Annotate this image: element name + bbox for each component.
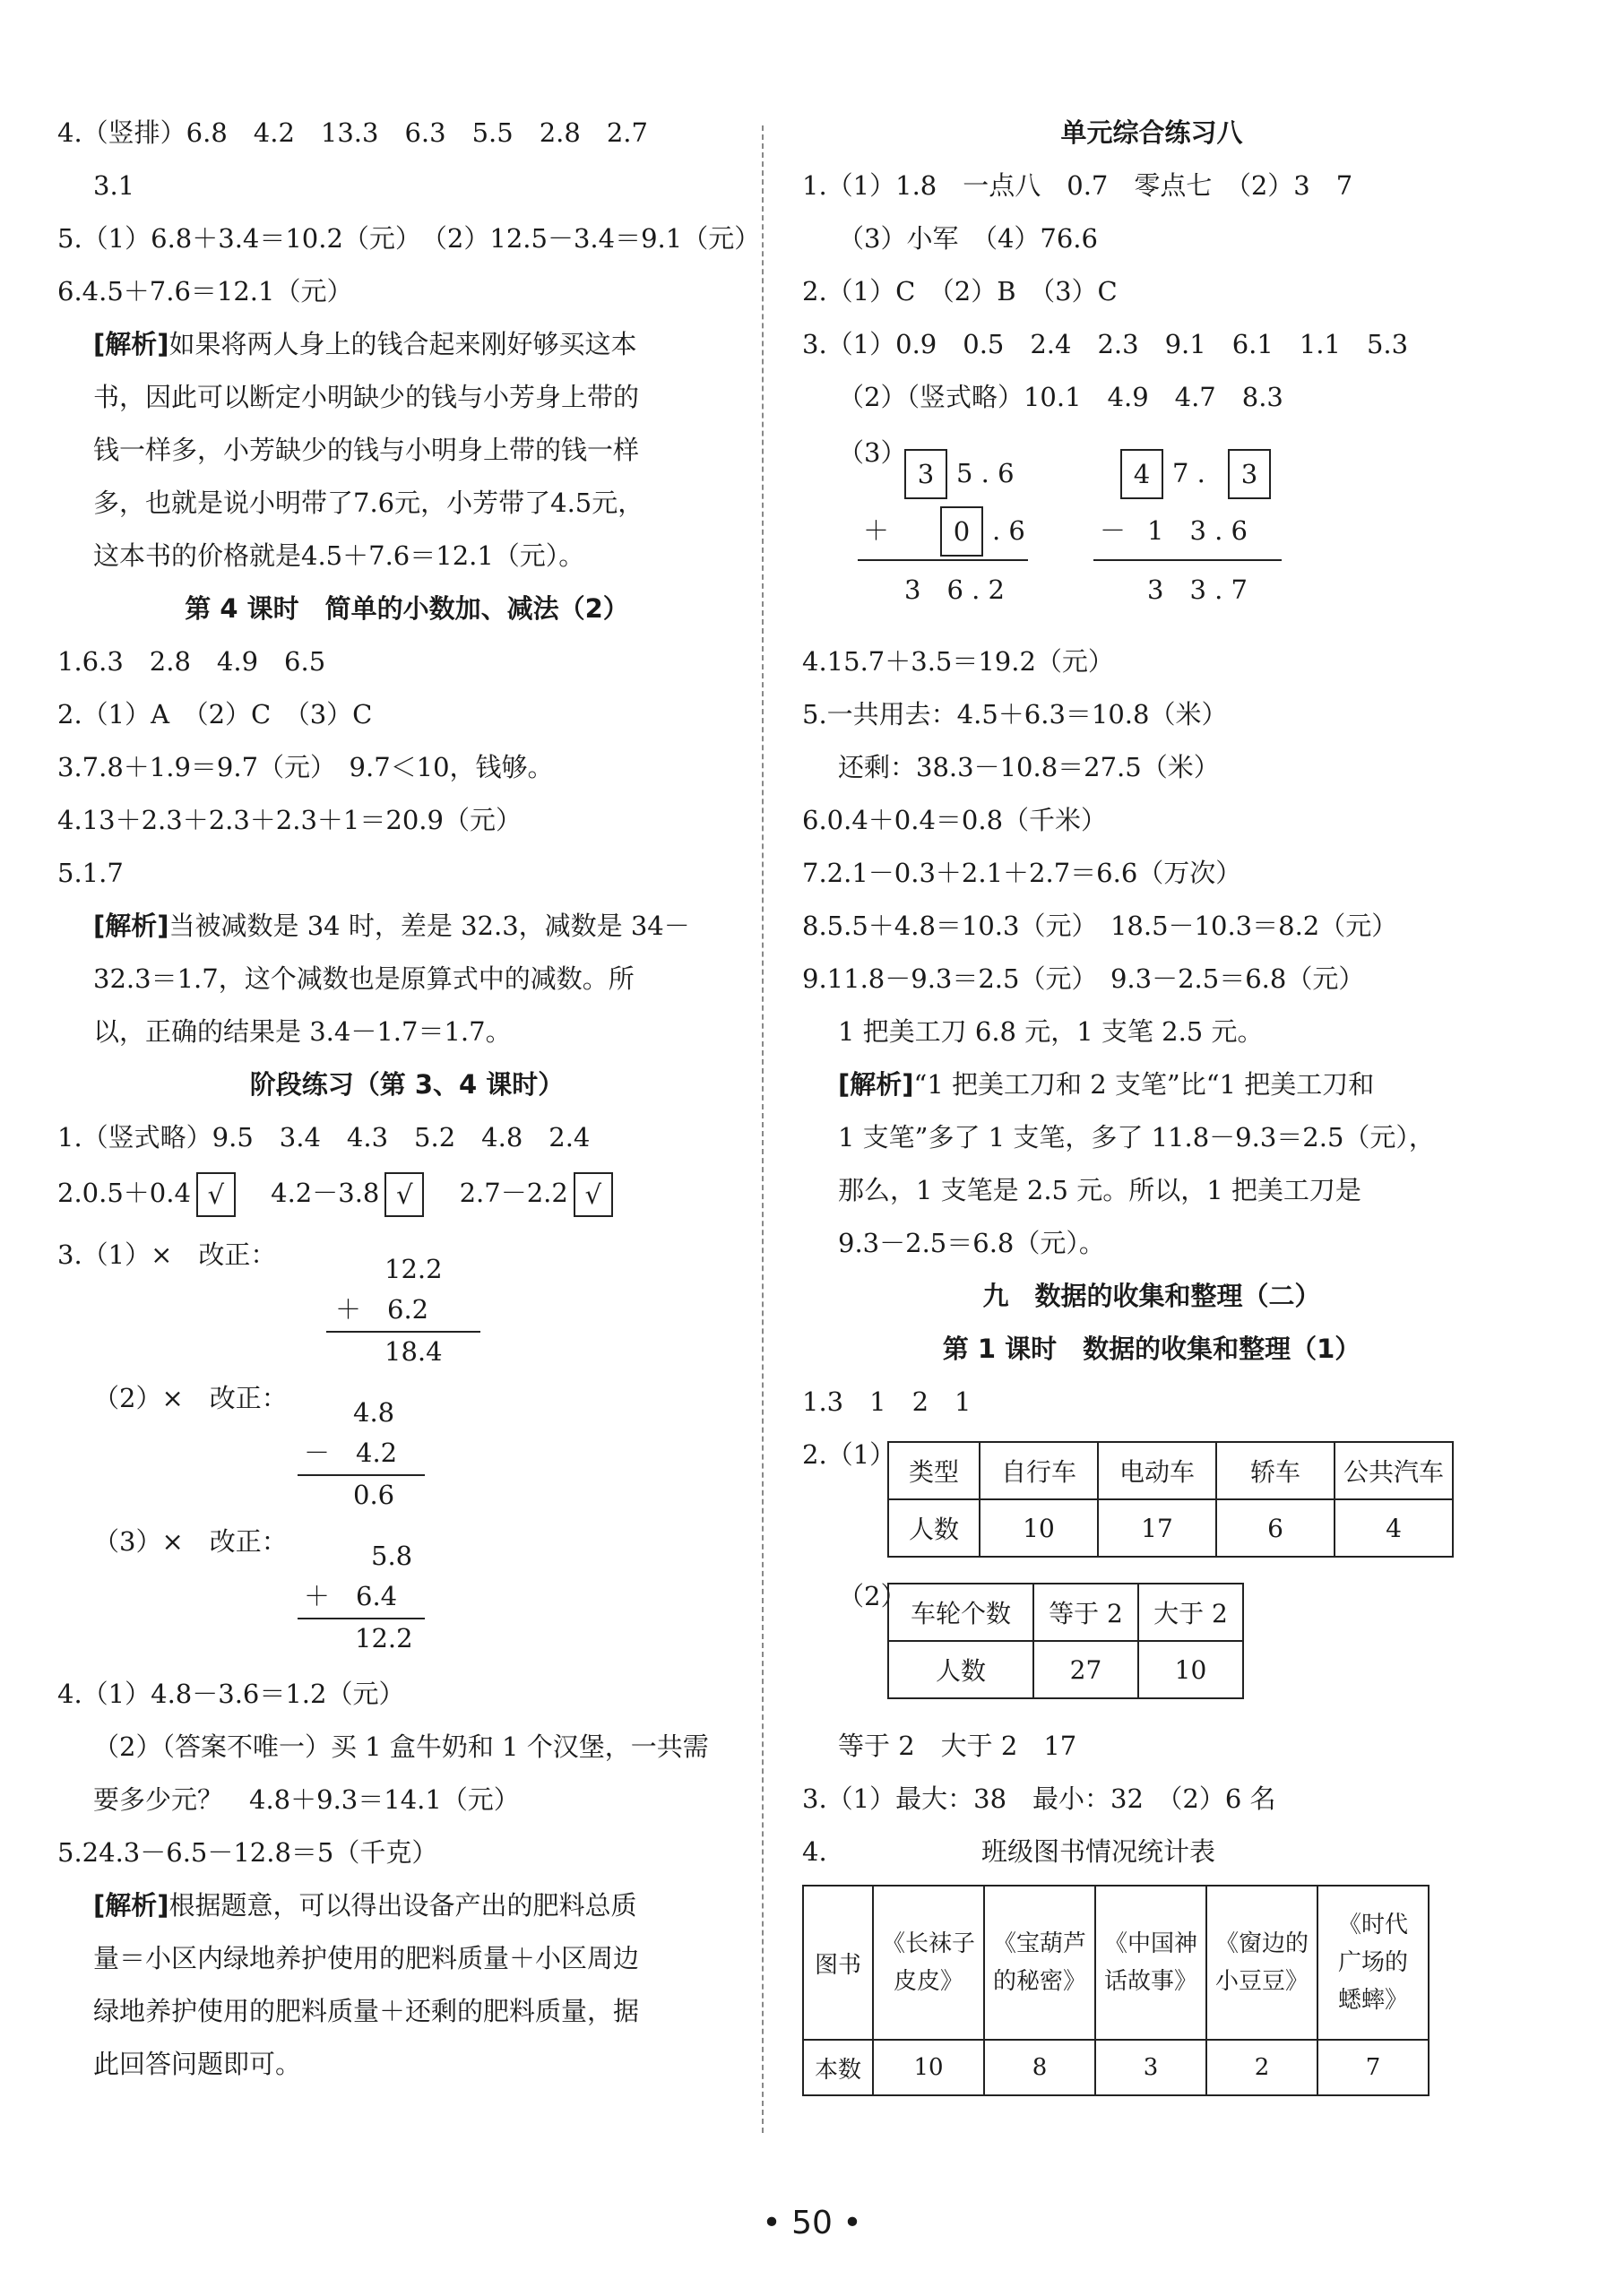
vertical-calc-result: 12.2 bbox=[355, 1623, 413, 1653]
check-box: √ bbox=[384, 1172, 424, 1217]
analysis-line: 1 支笔”多了 1 支笔，多了 11.8－9.3＝2.5（元）， bbox=[838, 1122, 1435, 1153]
answer-line: 6.4.5＋7.6＝12.1（元） bbox=[57, 276, 353, 307]
wheel-table bbox=[887, 1583, 1244, 1699]
answer-line: 9.11.8－9.3＝2.5（元） 9.3－2.5＝6.8（元） bbox=[802, 963, 1365, 994]
table-header-cell: 自行车 bbox=[980, 1442, 1098, 1499]
answer-line: 还剩：38.3－10.8＝27.5（米） bbox=[838, 752, 1220, 782]
vertical-calc-operand: 7 . bbox=[1172, 458, 1205, 488]
table-cell: 人数 bbox=[888, 1641, 1033, 1698]
table-title: 班级图书情况统计表 bbox=[981, 1836, 1216, 1867]
table-cell: 10 bbox=[873, 2040, 984, 2095]
table-header-cell: 轿车 bbox=[1216, 1442, 1335, 1499]
vertical-calc-operand: ＋ 6.2 bbox=[335, 1294, 429, 1325]
table-header-cell: 车轮个数 bbox=[888, 1584, 1033, 1641]
answer-line: 2.0.5＋0.4 √ 4.2－3.8 √ 2.7－2.2 √ bbox=[57, 1172, 618, 1217]
blank-box: 4 bbox=[1120, 449, 1163, 499]
analysis-tag: [解析] bbox=[838, 1069, 914, 1100]
section-heading: 第 1 课时 数据的收集和整理（1） bbox=[942, 1334, 1361, 1364]
answer-line: 3.（1）× 改正： bbox=[57, 1239, 277, 1270]
analysis-line: [解析]根据题意，可以得出设备产出的肥料总质 bbox=[93, 1890, 637, 1921]
answer-line: 5.一共用去：4.5＋6.3＝10.8（米） bbox=[802, 699, 1228, 730]
section-heading: 第 4 课时 简单的小数加、减法（2） bbox=[185, 593, 629, 624]
analysis-line: 多，也就是说小明带了7.6元，小芳带了4.5元， bbox=[93, 488, 644, 518]
analysis-line: 那么，1 支笔是 2.5 元。所以，1 把美工刀是 bbox=[838, 1175, 1361, 1205]
calc-sign: ＋ bbox=[863, 515, 890, 546]
answer-line: （3）小军 （4）76.6 bbox=[838, 223, 1098, 254]
table-cell: 8 bbox=[984, 2040, 1095, 2095]
answer-line: 1 把美工刀 6.8 元，1 支笔 2.5 元。 bbox=[838, 1016, 1264, 1047]
answer-line: 1.3 1 2 1 bbox=[802, 1386, 972, 1417]
answer-line: （2） bbox=[838, 1581, 907, 1611]
calc-rule bbox=[1093, 559, 1282, 561]
check-box: √ bbox=[196, 1172, 236, 1217]
vertical-calc-operand: ＋ 6.4 bbox=[304, 1581, 398, 1611]
analysis-line: 9.3－2.5＝6.8（元）。 bbox=[838, 1228, 1105, 1258]
answer-line: 4.15.7＋3.5＝19.2（元） bbox=[802, 646, 1114, 677]
table-cell: 本数 bbox=[803, 2040, 873, 2095]
answer-line: 4.13＋2.3＋2.3＋2.3＋1＝20.9（元） bbox=[57, 805, 522, 835]
table-header-cell: 《窗边的 小豆豆》 bbox=[1206, 1886, 1317, 2040]
vertical-calc-result: 0.6 bbox=[353, 1480, 395, 1510]
answer-line: 4.（1）4.8－3.6＝1.2（元） bbox=[57, 1679, 405, 1709]
calc-rule bbox=[298, 1474, 425, 1476]
answer-line: 1.（1）1.8 一点八 0.7 零点七 （2）3 7 bbox=[802, 170, 1353, 201]
table-cell: 4 bbox=[1335, 1499, 1453, 1557]
vertical-calc-operand: 12.2 bbox=[384, 1254, 443, 1284]
table-header-cell: 《长袜子 皮皮》 bbox=[873, 1886, 984, 2040]
analysis-line: [解析]“1 把美工刀和 2 支笔”比“1 把美工刀和 bbox=[838, 1069, 1375, 1100]
table-header-cell: 大于 2 bbox=[1138, 1584, 1243, 1641]
analysis-tag: [解析] bbox=[93, 1890, 169, 1921]
analysis-line: 此回答问题即可。 bbox=[93, 2049, 302, 2079]
table-header-cell: 图书 bbox=[803, 1886, 873, 2040]
vertical-calc-result: 3 6 . 2 bbox=[904, 574, 1006, 605]
table-cell: 17 bbox=[1098, 1499, 1216, 1557]
vertical-calc-result: 18.4 bbox=[384, 1336, 443, 1367]
answer-line: （2）（竖式略）10.1 4.9 4.7 8.3 bbox=[838, 382, 1283, 412]
answer-line: 7.2.1－0.3＋2.1＋2.7＝6.6（万次） bbox=[802, 858, 1242, 888]
blank-box: 3 bbox=[904, 449, 947, 499]
vertical-calc-operand: 5 . 6 bbox=[956, 458, 1015, 488]
answer-line: 2.（1）C （2）B （3）C bbox=[802, 276, 1118, 307]
page-number: • 50 • bbox=[762, 2205, 862, 2241]
table-header-cell: 类型 bbox=[888, 1442, 980, 1499]
vertical-calc-operand: 1 3 . 6 bbox=[1147, 515, 1248, 546]
analysis-line: 32.3＝1.7，这个减数也是原算式中的减数。所 bbox=[93, 963, 635, 994]
check-box: √ bbox=[574, 1172, 613, 1217]
calc-rule bbox=[298, 1618, 425, 1619]
table-header-cell: 《中国神 话故事》 bbox=[1095, 1886, 1206, 2040]
table-cell: 7 bbox=[1317, 2040, 1429, 2095]
table-header-cell: 《时代 广场的 蟋蟀》 bbox=[1317, 1886, 1429, 2040]
answer-line: 5.1.7 bbox=[57, 858, 124, 888]
vertical-calc-operand: 4.8 bbox=[353, 1397, 395, 1428]
answer-line: 2.（1）A （2）C （3）C bbox=[57, 699, 373, 730]
table-header-cell: 等于 2 bbox=[1033, 1584, 1138, 1641]
analysis-line: 以，正确的结果是 3.4－1.7＝1.7。 bbox=[93, 1016, 512, 1047]
answer-line: 3.（1）最大：38 最小：32 （2）6 名 bbox=[802, 1783, 1276, 1814]
table-cell: 10 bbox=[1138, 1641, 1243, 1698]
table-header-cell: 电动车 bbox=[1098, 1442, 1216, 1499]
vertical-calc-operand: . 6 bbox=[992, 515, 1025, 546]
answer-line: 4.（竖排）6.8 4.2 13.3 6.3 5.5 2.8 2.7 bbox=[57, 117, 648, 148]
analysis-line: [解析]如果将两人身上的钱合起来刚好够买这本 bbox=[93, 329, 637, 359]
analysis-line: 这本书的价格就是4.5＋7.6＝12.1（元）。 bbox=[93, 540, 585, 571]
vertical-calc-result: 3 3 . 7 bbox=[1147, 574, 1248, 605]
analysis-line: 钱一样多，小芳缺少的钱与小明身上带的钱一样 bbox=[93, 435, 640, 465]
vehicle-table bbox=[887, 1441, 1454, 1558]
column-divider bbox=[762, 125, 764, 2133]
answer-line: 3.（1）0.9 0.5 2.4 2.3 9.1 6.1 1.1 5.3 bbox=[802, 329, 1409, 359]
answer-line: 8.5.5＋4.8＝10.3（元） 18.5－10.3＝8.2（元） bbox=[802, 911, 1398, 941]
answer-line: 要多少元？ 4.8＋9.3＝14.1（元） bbox=[93, 1784, 520, 1815]
answer-line: 1.（竖式略）9.5 3.4 4.3 5.2 4.8 2.4 bbox=[57, 1122, 591, 1153]
analysis-tag: [解析] bbox=[93, 329, 169, 359]
answer-line: 等于 2 大于 2 17 bbox=[838, 1731, 1077, 1761]
analysis-line: 书，因此可以断定小明缺少的钱与小芳身上带的 bbox=[93, 382, 640, 412]
section-heading: 单元综合练习八 bbox=[1060, 117, 1243, 148]
table-cell: 人数 bbox=[888, 1499, 980, 1557]
table-cell: 3 bbox=[1095, 2040, 1206, 2095]
answer-line: 2.（1） bbox=[802, 1439, 896, 1470]
analysis-tag: [解析] bbox=[93, 911, 169, 941]
answer-line: 3.7.8＋1.9＝9.7（元） 9.7＜10，钱够。 bbox=[57, 752, 554, 782]
analysis-line: 绿地养护使用的肥料质量＋还剩的肥料质量，据 bbox=[93, 1996, 640, 2026]
vertical-calc-operand: 5.8 bbox=[371, 1541, 413, 1571]
answer-line: （2）× 改正： bbox=[93, 1383, 288, 1413]
section-heading: 阶段练习（第 3、4 课时） bbox=[249, 1069, 565, 1100]
calc-rule bbox=[326, 1331, 480, 1333]
blank-box: 0 bbox=[940, 506, 983, 557]
table-header-cell: 公共汽车 bbox=[1335, 1442, 1453, 1499]
answer-line: 5.24.3－6.5－12.8＝5（千克） bbox=[57, 1837, 438, 1868]
section-heading: 九 数据的收集和整理（二） bbox=[982, 1281, 1321, 1311]
table-header-cell: 《宝葫芦 的秘密》 bbox=[984, 1886, 1095, 2040]
calc-rule bbox=[858, 559, 1028, 561]
analysis-line: [解析]当被减数是 34 时，差是 32.3，减数是 34－ bbox=[93, 911, 690, 941]
answer-line: 4. bbox=[802, 1836, 827, 1867]
answer-line: （2）（答案不唯一）买 1 盒牛奶和 1 个汉堡，一共需 bbox=[93, 1731, 709, 1762]
book-table bbox=[802, 1885, 1430, 2096]
table-cell: 27 bbox=[1033, 1641, 1138, 1698]
calc-sign: － bbox=[1100, 515, 1127, 546]
answer-line: 5.（1）6.8＋3.4＝10.2（元） （2）12.5－3.4＝9.1（元） bbox=[57, 223, 761, 254]
answer-line: 3.1 bbox=[93, 170, 135, 201]
analysis-line: 量＝小区内绿地养护使用的肥料质量＋小区周边 bbox=[93, 1943, 640, 1973]
table-cell: 10 bbox=[980, 1499, 1098, 1557]
answer-line: 6.0.4＋0.4＝0.8（千米） bbox=[802, 805, 1108, 835]
table-cell: 2 bbox=[1206, 2040, 1317, 2095]
blank-box: 3 bbox=[1228, 449, 1271, 499]
answer-line: 1.6.3 2.8 4.9 6.5 bbox=[57, 646, 326, 677]
answer-line: （3）× 改正： bbox=[93, 1526, 288, 1557]
vertical-calc-operand: － 4.2 bbox=[304, 1438, 398, 1468]
answer-line: （3） bbox=[838, 437, 907, 468]
table-cell: 6 bbox=[1216, 1499, 1335, 1557]
